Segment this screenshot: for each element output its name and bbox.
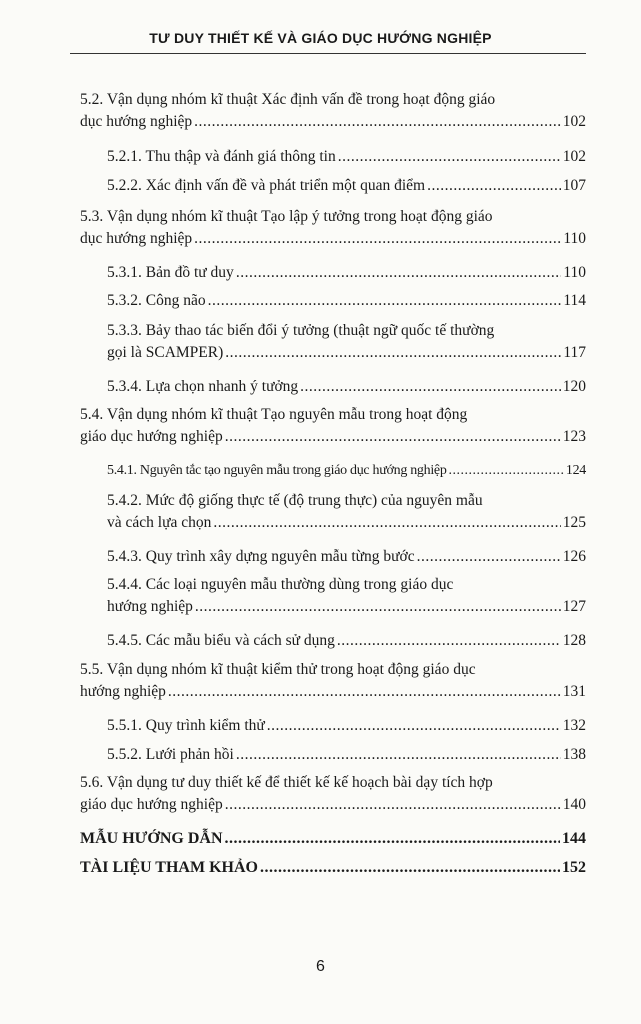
toc-entry — [107, 262, 586, 284]
dot-leader — [449, 460, 564, 482]
dot-leader — [225, 426, 561, 448]
toc-entry-title-end: dục hướng nghiệp — [80, 113, 193, 130]
toc-entry — [107, 546, 586, 568]
toc-page-number: 102 — [562, 148, 586, 165]
toc-entry — [80, 772, 586, 816]
toc-entry-title-end: MẪU HƯỚNG DẪN — [80, 830, 223, 847]
dot-leader — [236, 744, 561, 766]
toc-entry-title: 5.4.2. Mức độ giống thực tế (độ trung thực) của nguyên mẫu — [107, 492, 483, 509]
toc-entry — [107, 175, 586, 197]
toc-entry-title-end: TÀI LIỆU THAM KHẢO — [80, 859, 258, 876]
toc-entry — [80, 404, 586, 448]
toc-entry-title-end: và cách lựa chọn — [107, 514, 212, 531]
toc-entry-title: 5.2. Vận dụng nhóm kĩ thuật Xác định vấn đề trong hoạt động giáo — [80, 91, 496, 108]
toc-entry — [107, 460, 586, 482]
toc-entry-title-end: gọi là SCAMPER) — [107, 344, 224, 361]
toc-entry-title-end: 5.2.1. Thu thập và đánh giá thông tin — [107, 148, 336, 165]
dot-leader — [236, 262, 562, 284]
dot-leader — [213, 512, 560, 534]
dot-leader — [194, 111, 561, 133]
dot-leader — [225, 828, 561, 850]
toc-entry-title-end: giáo dục hướng nghiệp — [80, 428, 223, 445]
toc-entry-title-end: giáo dục hướng nghiệp — [80, 796, 223, 813]
toc-entry — [107, 290, 586, 312]
toc-page-number: 126 — [562, 548, 586, 565]
dot-leader — [427, 175, 561, 197]
toc-page-number: 128 — [562, 632, 586, 649]
toc-entry-title-end: 5.2.2. Xác định vấn đề và phát triển một quan điểm — [107, 177, 426, 194]
toc-page-number: 110 — [563, 264, 586, 281]
toc-entry-title-end: 5.3.2. Công não — [107, 292, 206, 309]
toc-page-number: 131 — [562, 683, 586, 700]
toc-entry-title-end: hướng nghiệp — [107, 598, 193, 615]
toc-entry-title: 5.4.4. Các loại nguyên mẫu thường dùng trong giáo dục — [107, 576, 454, 593]
toc-page-number: 138 — [562, 746, 586, 763]
toc-page-number: 132 — [562, 717, 586, 734]
running-header: TƯ DUY THIẾT KẾ VÀ GIÁO DỤC HƯỚNG NGHIỆP — [149, 30, 492, 46]
toc-page-number: 114 — [563, 292, 586, 309]
toc-entry — [107, 490, 586, 534]
toc-entry — [80, 659, 586, 703]
toc-entry-title-end: 5.5.2. Lưới phản hồi — [107, 746, 234, 763]
dot-leader — [260, 857, 560, 879]
toc-page-number: 107 — [562, 177, 586, 194]
toc-page-number: 140 — [562, 796, 586, 813]
dot-leader — [225, 342, 561, 364]
toc-entry — [107, 320, 586, 364]
toc-entry-title-end: 5.4.1. Nguyên tắc tạo nguyên mẫu trong giáo dục hướng nghiệp — [107, 463, 447, 478]
toc-entry-title-end: hướng nghiệp — [80, 683, 166, 700]
toc-page-number: 127 — [562, 598, 586, 615]
toc-entry-title-end: 5.4.3. Quy trình xây dựng nguyên mẫu từng bước — [107, 548, 415, 565]
toc-entry — [107, 146, 586, 168]
toc-page-number: 120 — [562, 378, 586, 395]
toc-entry — [107, 376, 586, 398]
header-rule — [70, 53, 586, 54]
dot-leader — [337, 630, 561, 652]
toc-entry-title-end: dục hướng nghiệp — [80, 230, 193, 247]
toc-page-number: 123 — [562, 428, 586, 445]
toc-entry — [80, 206, 586, 250]
toc-entry-title-end: 5.3.1. Bản đồ tư duy — [107, 264, 234, 281]
toc-entry-title: 5.4. Vận dụng nhóm kĩ thuật Tạo nguyên mẫu trong hoạt động — [80, 406, 468, 423]
toc-page-number: 152 — [562, 859, 586, 876]
toc-page-number: 110 — [563, 230, 586, 247]
toc-entry — [80, 857, 586, 879]
dot-leader — [338, 146, 561, 168]
dot-leader — [168, 681, 561, 703]
dot-leader — [195, 596, 561, 618]
toc-entry — [107, 744, 586, 766]
toc-entry — [80, 89, 586, 133]
toc-page-number: 117 — [563, 344, 586, 361]
toc-page-number: 125 — [562, 514, 586, 531]
page-number: 6 — [316, 958, 325, 975]
toc-entry-title-end: 5.4.5. Các mẫu biểu và cách sử dụng — [107, 632, 335, 649]
toc-entry — [80, 828, 586, 850]
toc-page-number: 102 — [562, 113, 586, 130]
toc-entry-title: 5.3. Vận dụng nhóm kĩ thuật Tạo lập ý tưởng trong hoạt động giáo — [80, 208, 493, 225]
toc-entry-title: 5.3.3. Bảy thao tác biến đổi ý tưởng (thuật ngữ quốc tế thường — [107, 322, 495, 339]
dot-leader — [267, 715, 561, 737]
toc-entry-title: 5.5. Vận dụng nhóm kĩ thuật kiểm thử trong hoạt động giáo dục — [80, 661, 476, 678]
toc-entry — [107, 574, 586, 618]
toc-entry-title: 5.6. Vận dụng tư duy thiết kế để thiết kế kế hoạch bài dạy tích hợp — [80, 774, 493, 791]
dot-leader — [417, 546, 561, 568]
dot-leader — [208, 290, 562, 312]
toc-page-number: 124 — [565, 463, 586, 478]
toc-page-number: 144 — [562, 830, 586, 847]
dot-leader — [194, 228, 561, 250]
toc-entry — [107, 630, 586, 652]
dot-leader — [225, 794, 561, 816]
toc-entry — [107, 715, 586, 737]
toc-entry-title-end: 5.3.4. Lựa chọn nhanh ý tưởng — [107, 378, 299, 395]
dot-leader — [300, 376, 561, 398]
toc-entry-title-end: 5.5.1. Quy trình kiểm thử — [107, 717, 265, 734]
